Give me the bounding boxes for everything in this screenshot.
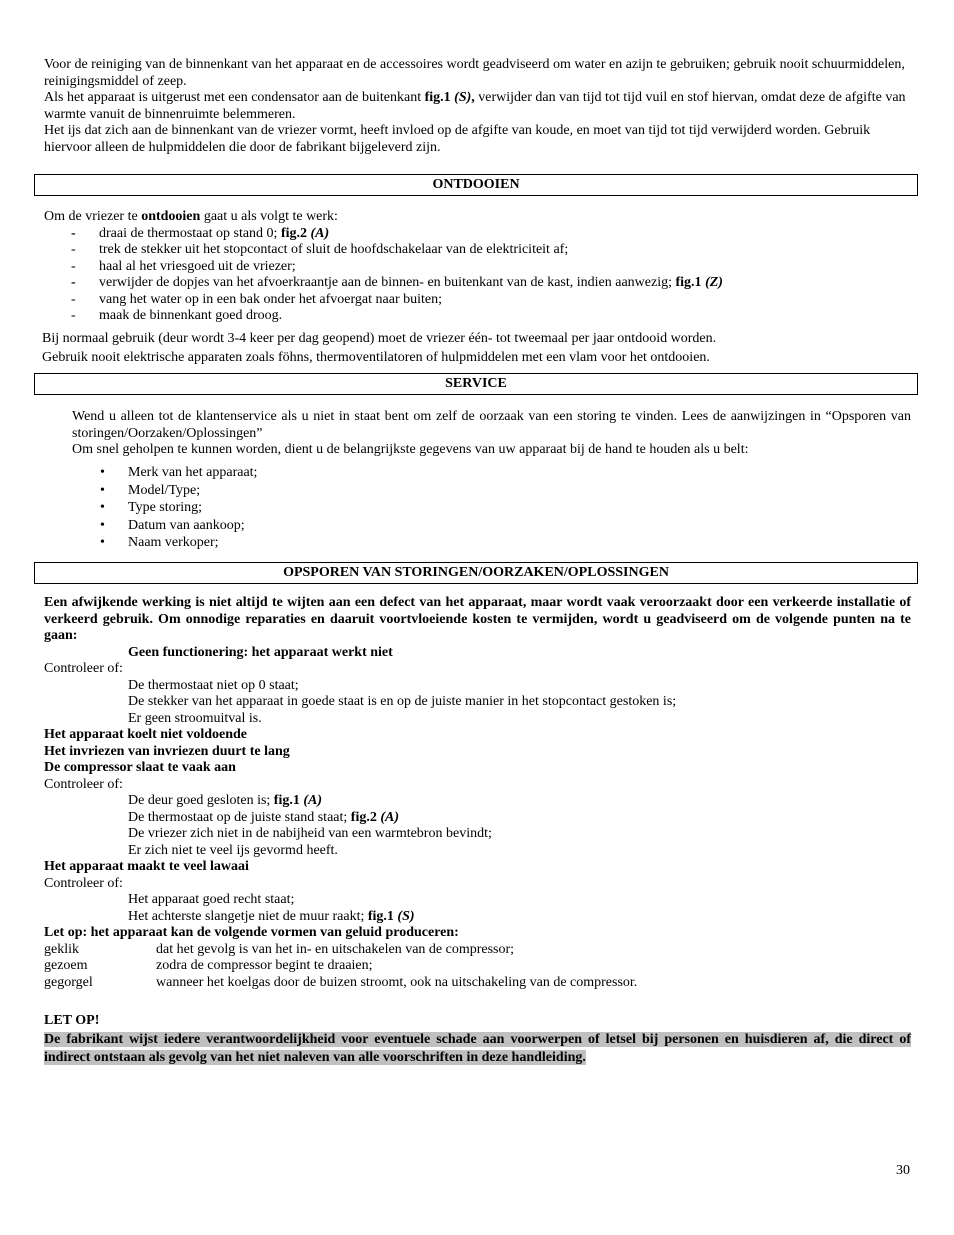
defrost-lead: Om de vriezer te ontdooien gaat u als volgt te werk: [44,209,338,224]
list-item: • Type storing; [44,499,911,517]
list-item: • Naam verkoper; [44,534,911,552]
check-item: Er zich niet te veel ijs gevormd heeft. [128,842,338,858]
problem-heading: Het apparaat koelt niet voldoende [44,727,247,742]
service-paragraph-2: Om snel geholpen te kunnen worden, dient u de belangrijkste gegevens van uw apparaat bij de hand te houden als u belt: [72,442,749,457]
fig-label: (S) [454,90,472,105]
defrost-warning-note: Gebruik nooit elektrische apparaten zoals föhns, thermoventilatoren of hulpmiddelen met een vlam voor het ontdooien. [42,349,710,365]
check-item: De deur goed gesloten is; fig.1 (A) [128,793,323,808]
ice-paragraph: Het ijs dat zich aan de binnenkant van de vriezer vormt, heeft invloed op de afgifte van koude, en moet van tijd tot tijd verwijderd worden. Gebruik hiervoor alleen de hulpmiddelen die door de fabrikant bijgeleverd zijn. [44,123,871,155]
check-item: De thermostaat op de juiste stand staat; fig.2 (A) [128,809,400,825]
defrost-section [44,209,911,325]
warning-section [44,1013,911,1067]
problem-heading: Geen functionering: het apparaat werkt niet [128,644,393,660]
warning-title: LET OP! [44,1013,100,1028]
check-item: De vriezer zich niet in de nabijheid van een warmtebron bevindt; [128,826,492,841]
section-heading-troubleshooting: OPSPOREN VAN STORINGEN/OORZAKEN/OPLOSSINGEN [34,562,918,584]
service-items [44,464,911,552]
list-item: • Model/Type; [44,482,911,500]
check-item: De thermostaat niet op 0 staat; [128,677,299,693]
section-heading-ontdooien: ONTDOOIEN [34,174,918,196]
list-item: • Datum van aankoop; [44,517,911,535]
check-item: Het achterste slangetje niet de muur raakt; fig.1 (S) [128,908,415,924]
list-item: - verwijder de dopjes van het afvoerkraantje aan de binnen- en buitenkant van de kast, indien aanwezig; fig.1 (Z) [71,275,723,290]
sound-row: geklik dat het gevolg is van het in- en uitschakelen van de compressor; [44,941,515,957]
defrost-notes [44,331,911,366]
defrost-frequency-note: Bij normaal gebruik (deur wordt 3-4 keer per dag geopend) moet de vriezer één- tot tweemaal per jaar ontdooid worden. [42,331,717,346]
check-label: Controleer of: [44,661,123,676]
service-paragraph-1: Wend u alleen tot de klantenservice als u niet in staat bent om zelf de oorzaak van een storing te vinden. Lees de aanwijzingen in “Opsporen van storingen/Oorzaken/Oplossingen” [72,409,911,441]
sound-row: gezoem zodra de compressor begint te draaien; [44,958,373,973]
liability-warning: De fabrikant wijst iedere verantwoordelijkheid voor eventuele schade aan voorwerpen of letsel bij personen en huisdieren af, die direct of indirect ontstaan als gevolg van het niet naleven van alle voorschriften in deze handleiding. [44,1031,911,1065]
check-item: Er geen stroomuitval is. [128,710,262,726]
check-item: De stekker van het apparaat in goede staat is en op de juiste manier in het stopcontact gestoken is; [128,694,677,709]
defrost-steps [44,226,911,325]
list-item: - vang het water op in een bak onder het afvoergat naar buiten; [71,291,442,307]
sound-row: gegorgel wanneer het koelgas door de buizen stroomt, ook na uitschakeling van de compressor. [44,974,638,990]
check-label: Controleer of: [44,875,123,891]
problem-heading: De compressor slaat te vaak aan [44,760,236,775]
check-label: Controleer of: [44,776,123,792]
sounds-heading: Let op: het apparaat kan de volgende vormen van geluid produceren: [44,925,459,940]
list-item: • Merk van het apparaat; [44,464,911,482]
list-item: - maak de binnenkant goed droog. [71,308,283,323]
page-number: 30 [896,1163,910,1178]
problem-heading: Het invriezen van invriezen duurt te lang [44,743,290,759]
list-item: - haal al het vriesgoed uit de vriezer; [71,258,296,274]
cleaning-section [44,57,911,156]
troubleshooting-section [44,595,911,991]
section-heading-service: SERVICE [34,373,918,395]
check-item: Het apparaat goed recht staat; [128,892,295,907]
list-item: - trek de stekker uit het stopcontact of sluit de hoofdschakelaar van de elektriciteit af; [71,242,569,257]
problem-heading: Het apparaat maakt te veel lawaai [44,859,249,874]
service-section [72,409,911,459]
list-item: - draai de thermostaat op stand 0; fig.2 (A) [71,225,330,241]
cleaning-paragraph-1: Voor de reiniging van de binnenkant van het apparaat en de accessoires wordt geadviseerd om water en azijn te gebruiken; gebruik nooit schuurmiddelen, reinigingsmiddel of zeep. [44,57,905,89]
fig-ref: fig.1 [424,90,451,105]
troubleshooting-intro: Een afwijkende werking is niet altijd te wijten aan een defect van het apparaat, maar wordt vaak veroorzaakt door een verkeerde installatie of verkeerd gebruik. Om onnodige reparaties en daaruit voortvloeiende kosten te vermijden, wordt u geadviseerd om de volgende punten na te gaan: [44,595,911,643]
condenser-paragraph: Als het apparaat is uitgerust met een condensator aan de buitenkant fig.1 (S), verwijder dan van tijd tot tijd vuil en stof hiervan, omdat deze de afgifte van warmte vanuit de binnenruimte belemmeren. [44,90,906,122]
